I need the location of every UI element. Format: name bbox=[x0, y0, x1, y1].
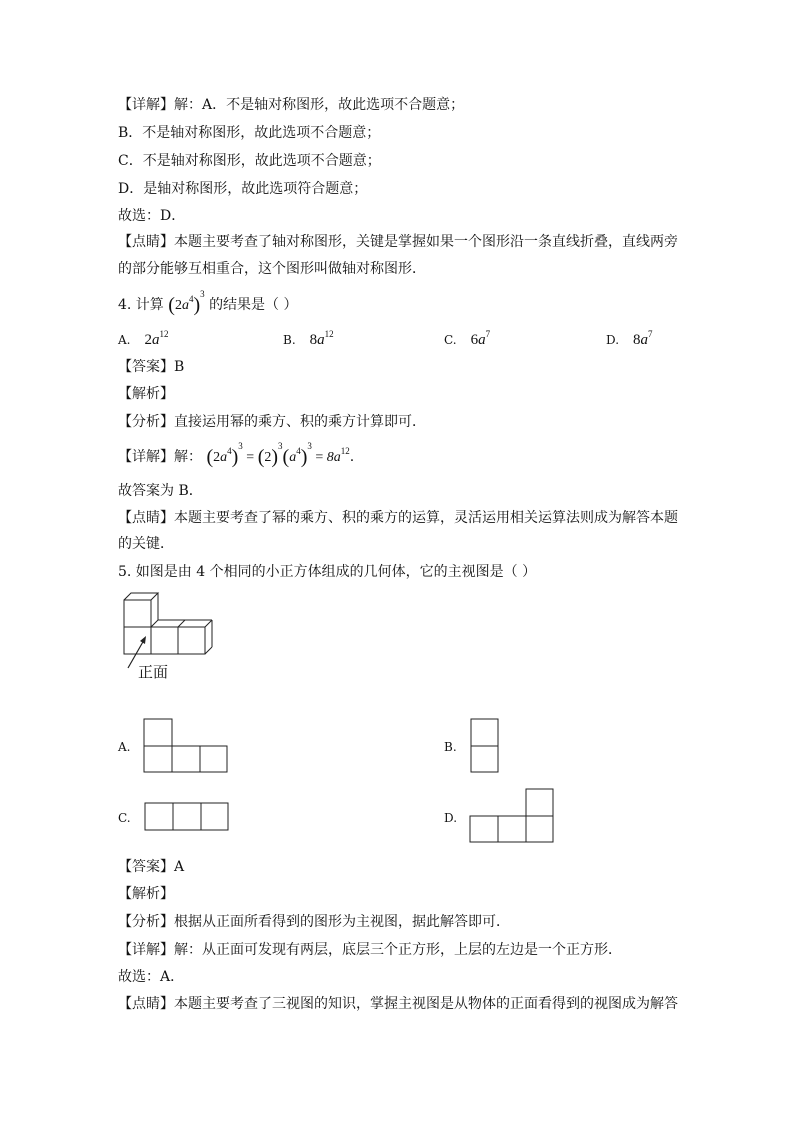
q4-comment-line-1: 【点睛】本题主要考查了幂的乘方、积的乘方的运算，灵活运用相关运算法则成为解答本题 bbox=[118, 510, 678, 526]
q4-option-a[interactable]: A. $2a^{12}$ bbox=[118, 329, 169, 348]
q5-option-c-figure[interactable] bbox=[144, 802, 230, 832]
q3-option-c-analysis: C．不是轴对称图形，故此选项不合题意； bbox=[118, 153, 381, 169]
q4-expr-coef: 2 bbox=[174, 298, 182, 313]
q5-analysis: 【分析】根据从正面所看得到的图形为主视图，据此解答即可． bbox=[118, 914, 510, 930]
q5-option-b-figure[interactable] bbox=[470, 718, 500, 774]
q5-choice: 故选：A． bbox=[118, 969, 185, 985]
q4-detail: 【详解】解： $(2a^4)^3 = (2)^3(a^4)^3 = 8a^{12}$. bbox=[118, 441, 355, 468]
q4-option-d[interactable]: D. $8a^7$ bbox=[606, 329, 653, 348]
q3-comment-line-1: 【点睛】本题主要考查了轴对称图形，关键是掌握如果一个图形沿一条直线折叠，直线两旁 bbox=[118, 234, 678, 250]
q4-analysis-heading: 【解析】 bbox=[118, 386, 174, 402]
q4-analysis: 【分析】直接运用幂的乘方、积的乘方计算即可． bbox=[118, 414, 426, 430]
q4-comment-line-2: 的关键． bbox=[118, 536, 174, 552]
q3-detail: 【详解】解：A．不是轴对称图形，故此选项不合题意； bbox=[118, 97, 465, 113]
q4-expr-outer-exp: 3 bbox=[200, 289, 205, 299]
q4-suffix: 的结果是（ ） bbox=[209, 297, 298, 313]
q3-comment-line-2: 的部分能够互相重合，这个图形叫做轴对称图形． bbox=[118, 261, 426, 277]
q5-question: 5. 如图是由 4 个相同的小正方体组成的几何体，它的主视图是（ ） bbox=[118, 564, 537, 580]
q3-option-b-analysis: B．不是轴对称图形，故此选项不合题意； bbox=[118, 125, 381, 141]
q4-option-b[interactable]: B. $8a^{12}$ bbox=[283, 329, 334, 348]
q5-option-d-figure[interactable] bbox=[469, 788, 555, 844]
q4-answer: 【答案】B bbox=[118, 359, 185, 375]
q4-detail-result: 8a bbox=[326, 450, 341, 465]
q5-option-a-figure[interactable] bbox=[143, 718, 229, 774]
q5-detail: 【详解】解：从正面可发现有两层，底层三个正方形，上层的左边是一个正方形． bbox=[118, 942, 622, 958]
q5-analysis-heading: 【解析】 bbox=[118, 886, 174, 902]
q5-option-c-label[interactable]: C. bbox=[118, 811, 131, 825]
q4-detail-equation: $(2a^4)^3 = (2)^3(a^4)^3$ = bbox=[206, 441, 327, 468]
q5-answer: 【答案】A bbox=[118, 859, 185, 875]
q4-prefix: 4. 计算 bbox=[118, 297, 164, 313]
q4-detail-prefix: 【详解】解： bbox=[118, 449, 202, 465]
q5-option-b-label[interactable]: B. bbox=[444, 740, 457, 754]
q4-option-c[interactable]: C. $6a^7$ bbox=[444, 329, 491, 348]
q5-option-d-label[interactable]: D. bbox=[444, 811, 458, 825]
q4-expr-var: a bbox=[181, 298, 189, 313]
q5-front-label: 正面 bbox=[138, 663, 169, 681]
q4-detail-result-exp: 12 bbox=[340, 446, 350, 456]
q4-question: 4. 计算 $(2a^4)^3$ 的结果是（ ） bbox=[118, 289, 298, 316]
q4-final-answer: 故答案为 B． bbox=[118, 483, 203, 499]
q3-option-d-analysis: D．是轴对称图形，故此选项符合题意； bbox=[118, 181, 368, 197]
q3-choice: 故选：D． bbox=[118, 208, 186, 224]
q4-expr-inner-exp: 4 bbox=[188, 294, 194, 304]
q5-comment-line-1: 【点睛】本题主要考查了三视图的知识，掌握主视图是从物体的正面看得到的视图成为解答 bbox=[118, 996, 678, 1012]
q5-option-a-label[interactable]: A. bbox=[118, 740, 131, 754]
